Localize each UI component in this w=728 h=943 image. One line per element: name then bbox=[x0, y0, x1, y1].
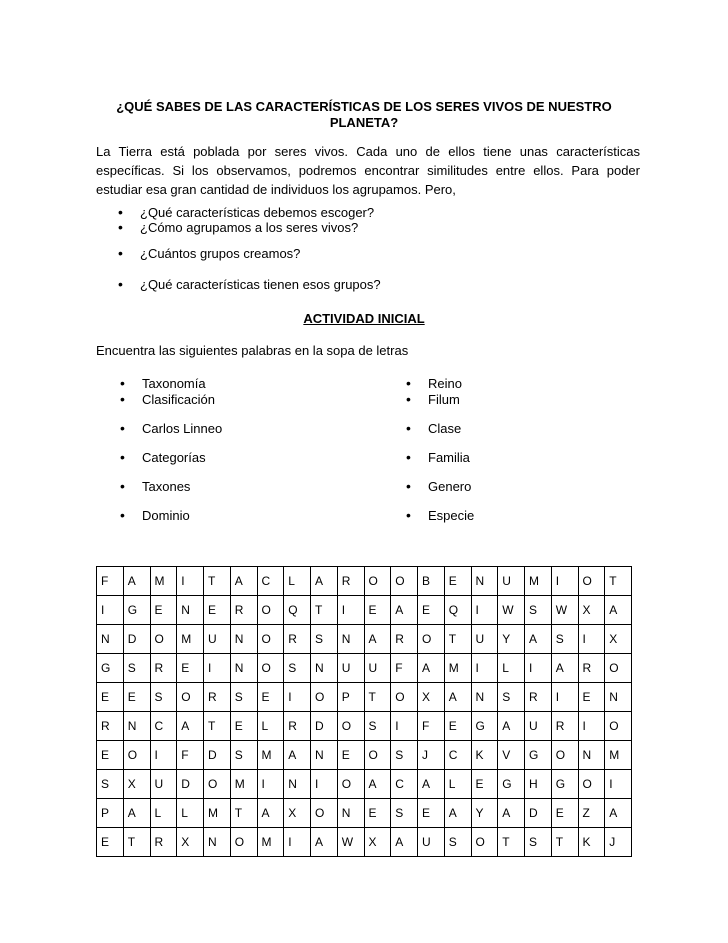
grid-cell: U bbox=[471, 625, 498, 654]
grid-cell: I bbox=[284, 683, 311, 712]
grid-cell: D bbox=[177, 770, 204, 799]
grid-cell: O bbox=[337, 770, 364, 799]
grid-cell: R bbox=[525, 683, 552, 712]
grid-cell: A bbox=[230, 567, 257, 596]
grid-cell: M bbox=[204, 799, 231, 828]
grid-cell: M bbox=[257, 741, 284, 770]
grid-cell: O bbox=[230, 828, 257, 857]
grid-cell: E bbox=[364, 799, 391, 828]
grid-cell: O bbox=[337, 712, 364, 741]
grid-cell: S bbox=[391, 741, 418, 770]
bullet-icon: • bbox=[118, 219, 123, 235]
grid-cell: X bbox=[605, 625, 632, 654]
grid-cell: E bbox=[364, 596, 391, 625]
grid-cell: D bbox=[525, 799, 552, 828]
bullet-icon: • bbox=[406, 507, 411, 523]
grid-cell: E bbox=[551, 799, 578, 828]
grid-cell: G bbox=[471, 712, 498, 741]
grid-cell: A bbox=[123, 799, 150, 828]
grid-cell: T bbox=[230, 799, 257, 828]
grid-cell: E bbox=[444, 712, 471, 741]
grid-cell: L bbox=[150, 799, 177, 828]
grid-cell: L bbox=[257, 712, 284, 741]
word-text: Clase bbox=[428, 421, 462, 436]
grid-cell: S bbox=[444, 828, 471, 857]
grid-row bbox=[97, 741, 632, 770]
grid-cell: A bbox=[364, 625, 391, 654]
grid-cell: O bbox=[391, 567, 418, 596]
grid-cell: I bbox=[337, 596, 364, 625]
grid-cell: F bbox=[97, 567, 124, 596]
word-text: Reino bbox=[428, 376, 462, 391]
grid-cell: Q bbox=[284, 596, 311, 625]
grid-cell: A bbox=[444, 799, 471, 828]
grid-cell: I bbox=[97, 596, 124, 625]
grid-cell: N bbox=[284, 770, 311, 799]
grid-cell: M bbox=[150, 567, 177, 596]
grid-cell: E bbox=[97, 741, 124, 770]
grid-cell: Y bbox=[498, 625, 525, 654]
grid-cell: U bbox=[337, 654, 364, 683]
grid-cell: A bbox=[551, 654, 578, 683]
grid-cell: H bbox=[525, 770, 552, 799]
grid-cell: L bbox=[498, 654, 525, 683]
grid-row bbox=[97, 596, 632, 625]
word-text: Carlos Linneo bbox=[142, 421, 223, 436]
bullet-icon: • bbox=[120, 507, 125, 523]
grid-cell: R bbox=[551, 712, 578, 741]
grid-cell: C bbox=[150, 712, 177, 741]
grid-cell: A bbox=[391, 596, 418, 625]
grid-cell: J bbox=[418, 741, 445, 770]
grid-cell: C bbox=[444, 741, 471, 770]
grid-cell: O bbox=[177, 683, 204, 712]
word-text: Familia bbox=[428, 450, 470, 465]
grid-cell: V bbox=[498, 741, 525, 770]
word-text: Genero bbox=[428, 479, 472, 494]
grid-cell: I bbox=[257, 770, 284, 799]
grid-cell: E bbox=[230, 712, 257, 741]
grid-cell: I bbox=[551, 567, 578, 596]
bullet-icon: • bbox=[120, 391, 125, 407]
grid-cell: A bbox=[498, 712, 525, 741]
grid-cell: X bbox=[418, 683, 445, 712]
grid-cell: G bbox=[551, 770, 578, 799]
grid-cell: E bbox=[471, 770, 498, 799]
word-text: Clasificación bbox=[142, 392, 215, 407]
grid-cell: O bbox=[471, 828, 498, 857]
grid-cell: S bbox=[230, 683, 257, 712]
grid-cell: E bbox=[444, 567, 471, 596]
grid-cell: E bbox=[418, 799, 445, 828]
bullet-icon: • bbox=[118, 245, 123, 261]
grid-cell: I bbox=[391, 712, 418, 741]
bullet-icon: • bbox=[406, 391, 411, 407]
grid-cell: U bbox=[498, 567, 525, 596]
bullet-icon: • bbox=[120, 478, 125, 494]
grid-cell: O bbox=[257, 596, 284, 625]
grid-cell: N bbox=[337, 625, 364, 654]
grid-cell: O bbox=[204, 770, 231, 799]
grid-cell: A bbox=[418, 654, 445, 683]
grid-cell: R bbox=[97, 712, 124, 741]
grid-cell: T bbox=[364, 683, 391, 712]
grid-cell: C bbox=[257, 567, 284, 596]
grid-cell: X bbox=[123, 770, 150, 799]
grid-cell: P bbox=[97, 799, 124, 828]
grid-cell: M bbox=[177, 625, 204, 654]
grid-cell: N bbox=[471, 683, 498, 712]
grid-cell: U bbox=[204, 625, 231, 654]
grid-cell: M bbox=[444, 654, 471, 683]
grid-cell: I bbox=[578, 625, 605, 654]
grid-row bbox=[97, 567, 632, 596]
grid-cell: E bbox=[578, 683, 605, 712]
grid-cell: S bbox=[525, 828, 552, 857]
word-text: Taxones bbox=[142, 479, 191, 494]
grid-cell: A bbox=[311, 828, 338, 857]
grid-cell: E bbox=[177, 654, 204, 683]
grid-cell: K bbox=[471, 741, 498, 770]
grid-cell: S bbox=[230, 741, 257, 770]
grid-cell: O bbox=[578, 567, 605, 596]
grid-cell: U bbox=[525, 712, 552, 741]
word-text: Taxonomía bbox=[142, 376, 206, 391]
grid-cell: M bbox=[605, 741, 632, 770]
bullet-icon: • bbox=[120, 420, 125, 436]
grid-cell: X bbox=[177, 828, 204, 857]
grid-cell: I bbox=[284, 828, 311, 857]
grid-cell: P bbox=[337, 683, 364, 712]
word-text: Especie bbox=[428, 508, 475, 523]
grid-cell: S bbox=[391, 799, 418, 828]
grid-cell: R bbox=[284, 625, 311, 654]
grid-row bbox=[97, 654, 632, 683]
question-text: ¿Cuántos grupos creamos? bbox=[140, 246, 301, 261]
grid-cell: I bbox=[311, 770, 338, 799]
grid-cell: S bbox=[551, 625, 578, 654]
grid-cell: R bbox=[230, 596, 257, 625]
grid-cell: R bbox=[204, 683, 231, 712]
grid-row bbox=[97, 625, 632, 654]
intro-paragraph: La Tierra está poblada por seres vivos. Cada uno de ellos tiene unas características específicas. Si los observamos, podremos encontrar similitudes entre ellos. Para poder estudiar esa gran cantidad de individuos los agrupamos. Pero, bbox=[96, 144, 640, 197]
grid-cell: E bbox=[418, 596, 445, 625]
grid-cell: U bbox=[364, 654, 391, 683]
grid-cell: L bbox=[177, 799, 204, 828]
bullet-icon: • bbox=[120, 375, 125, 391]
grid-cell: Z bbox=[578, 799, 605, 828]
grid-cell: X bbox=[284, 799, 311, 828]
grid-cell: O bbox=[311, 683, 338, 712]
grid-cell: O bbox=[578, 770, 605, 799]
grid-cell: N bbox=[311, 654, 338, 683]
grid-cell: O bbox=[364, 567, 391, 596]
grid-cell: O bbox=[311, 799, 338, 828]
grid-cell: O bbox=[605, 654, 632, 683]
grid-cell: U bbox=[418, 828, 445, 857]
grid-cell: U bbox=[150, 770, 177, 799]
grid-cell: O bbox=[123, 741, 150, 770]
grid-cell: W bbox=[551, 596, 578, 625]
grid-cell: N bbox=[230, 654, 257, 683]
grid-cell: R bbox=[578, 654, 605, 683]
grid-cell: I bbox=[578, 712, 605, 741]
grid-cell: D bbox=[123, 625, 150, 654]
activity-heading: ACTIVIDAD INICIAL bbox=[303, 311, 425, 326]
grid-cell: S bbox=[123, 654, 150, 683]
grid-cell: G bbox=[123, 596, 150, 625]
grid-cell: O bbox=[257, 625, 284, 654]
bullet-icon: • bbox=[118, 276, 123, 292]
grid-cell: T bbox=[605, 567, 632, 596]
word-text: Dominio bbox=[142, 508, 190, 523]
grid-cell: T bbox=[444, 625, 471, 654]
word-search-grid bbox=[96, 566, 632, 857]
grid-cell: T bbox=[123, 828, 150, 857]
grid-cell: E bbox=[257, 683, 284, 712]
grid-cell: A bbox=[391, 828, 418, 857]
grid-cell: O bbox=[364, 741, 391, 770]
grid-cell: A bbox=[284, 741, 311, 770]
grid-cell: A bbox=[257, 799, 284, 828]
grid-cell: M bbox=[230, 770, 257, 799]
grid-cell: R bbox=[391, 625, 418, 654]
grid-cell: T bbox=[498, 828, 525, 857]
grid-cell: S bbox=[498, 683, 525, 712]
grid-cell: S bbox=[525, 596, 552, 625]
grid-cell: R bbox=[284, 712, 311, 741]
grid-cell: I bbox=[551, 683, 578, 712]
grid-cell: I bbox=[605, 770, 632, 799]
grid-row bbox=[97, 828, 632, 857]
grid-cell: I bbox=[204, 654, 231, 683]
grid-cell: T bbox=[204, 712, 231, 741]
grid-cell: L bbox=[444, 770, 471, 799]
grid-cell: A bbox=[525, 625, 552, 654]
grid-cell: E bbox=[337, 741, 364, 770]
grid-cell: Q bbox=[444, 596, 471, 625]
question-text: ¿Cómo agrupamos a los seres vivos? bbox=[140, 220, 359, 235]
grid-cell: R bbox=[150, 828, 177, 857]
grid-cell: I bbox=[471, 596, 498, 625]
grid-cell: A bbox=[123, 567, 150, 596]
grid-cell: N bbox=[337, 799, 364, 828]
grid-cell: N bbox=[123, 712, 150, 741]
grid-cell: O bbox=[257, 654, 284, 683]
bullet-icon: • bbox=[406, 449, 411, 465]
grid-cell: A bbox=[605, 596, 632, 625]
grid-cell: R bbox=[150, 654, 177, 683]
grid-cell: S bbox=[97, 770, 124, 799]
grid-cell: Y bbox=[471, 799, 498, 828]
grid-cell: N bbox=[230, 625, 257, 654]
grid-cell: X bbox=[578, 596, 605, 625]
question-text: ¿Qué características debemos escoger? bbox=[140, 205, 375, 220]
grid-cell: N bbox=[605, 683, 632, 712]
grid-cell: D bbox=[311, 712, 338, 741]
grid-cell: T bbox=[551, 828, 578, 857]
question-text: ¿Qué características tienen esos grupos? bbox=[140, 277, 381, 292]
grid-cell: C bbox=[391, 770, 418, 799]
page-title: ¿QUÉ SABES DE LAS CARACTERÍSTICAS DE LOS SERES VIVOS DE NUESTRO PLANETA? bbox=[116, 99, 612, 130]
grid-cell: A bbox=[364, 770, 391, 799]
word-text: Categorías bbox=[142, 450, 206, 465]
bullet-icon: • bbox=[406, 375, 411, 391]
grid-cell: A bbox=[177, 712, 204, 741]
grid-cell: O bbox=[391, 683, 418, 712]
grid-cell: T bbox=[204, 567, 231, 596]
grid-cell: A bbox=[498, 799, 525, 828]
grid-cell: G bbox=[525, 741, 552, 770]
grid-cell: N bbox=[471, 567, 498, 596]
grid-cell: E bbox=[204, 596, 231, 625]
grid-cell: A bbox=[444, 683, 471, 712]
grid-cell: F bbox=[177, 741, 204, 770]
grid-cell: O bbox=[418, 625, 445, 654]
grid-cell: A bbox=[311, 567, 338, 596]
grid-cell: D bbox=[204, 741, 231, 770]
grid-cell: S bbox=[150, 683, 177, 712]
grid-cell: N bbox=[311, 741, 338, 770]
grid-cell: M bbox=[257, 828, 284, 857]
grid-cell: N bbox=[97, 625, 124, 654]
grid-cell: F bbox=[418, 712, 445, 741]
grid-cell: W bbox=[337, 828, 364, 857]
grid-cell: S bbox=[364, 712, 391, 741]
grid-row bbox=[97, 683, 632, 712]
bullet-icon: • bbox=[118, 204, 123, 220]
bullet-icon: • bbox=[120, 449, 125, 465]
grid-cell: N bbox=[177, 596, 204, 625]
word-text: Filum bbox=[428, 392, 460, 407]
grid-cell: N bbox=[204, 828, 231, 857]
grid-cell: G bbox=[97, 654, 124, 683]
grid-cell: W bbox=[498, 596, 525, 625]
grid-row bbox=[97, 770, 632, 799]
grid-cell: S bbox=[284, 654, 311, 683]
grid-cell: A bbox=[418, 770, 445, 799]
grid-cell: B bbox=[418, 567, 445, 596]
instruction-text: Encuentra las siguientes palabras en la sopa de letras bbox=[96, 343, 409, 358]
grid-cell: O bbox=[150, 625, 177, 654]
grid-cell: L bbox=[284, 567, 311, 596]
grid-cell: R bbox=[337, 567, 364, 596]
grid-row bbox=[97, 799, 632, 828]
grid-cell: N bbox=[578, 741, 605, 770]
grid-cell: M bbox=[525, 567, 552, 596]
grid-cell: O bbox=[551, 741, 578, 770]
bullet-icon: • bbox=[406, 478, 411, 494]
grid-cell: F bbox=[391, 654, 418, 683]
grid-cell: J bbox=[605, 828, 632, 857]
grid-row bbox=[97, 712, 632, 741]
grid-cell: I bbox=[177, 567, 204, 596]
grid-cell: I bbox=[525, 654, 552, 683]
grid-cell: E bbox=[150, 596, 177, 625]
grid-cell: S bbox=[311, 625, 338, 654]
grid-cell: I bbox=[150, 741, 177, 770]
grid-cell: A bbox=[605, 799, 632, 828]
grid-cell: E bbox=[97, 828, 124, 857]
grid-cell: G bbox=[498, 770, 525, 799]
grid-cell: K bbox=[578, 828, 605, 857]
grid-cell: E bbox=[123, 683, 150, 712]
grid-cell: T bbox=[311, 596, 338, 625]
bullet-icon: • bbox=[406, 420, 411, 436]
grid-cell: X bbox=[364, 828, 391, 857]
grid-cell: I bbox=[471, 654, 498, 683]
grid-cell: E bbox=[97, 683, 124, 712]
grid-cell: O bbox=[605, 712, 632, 741]
